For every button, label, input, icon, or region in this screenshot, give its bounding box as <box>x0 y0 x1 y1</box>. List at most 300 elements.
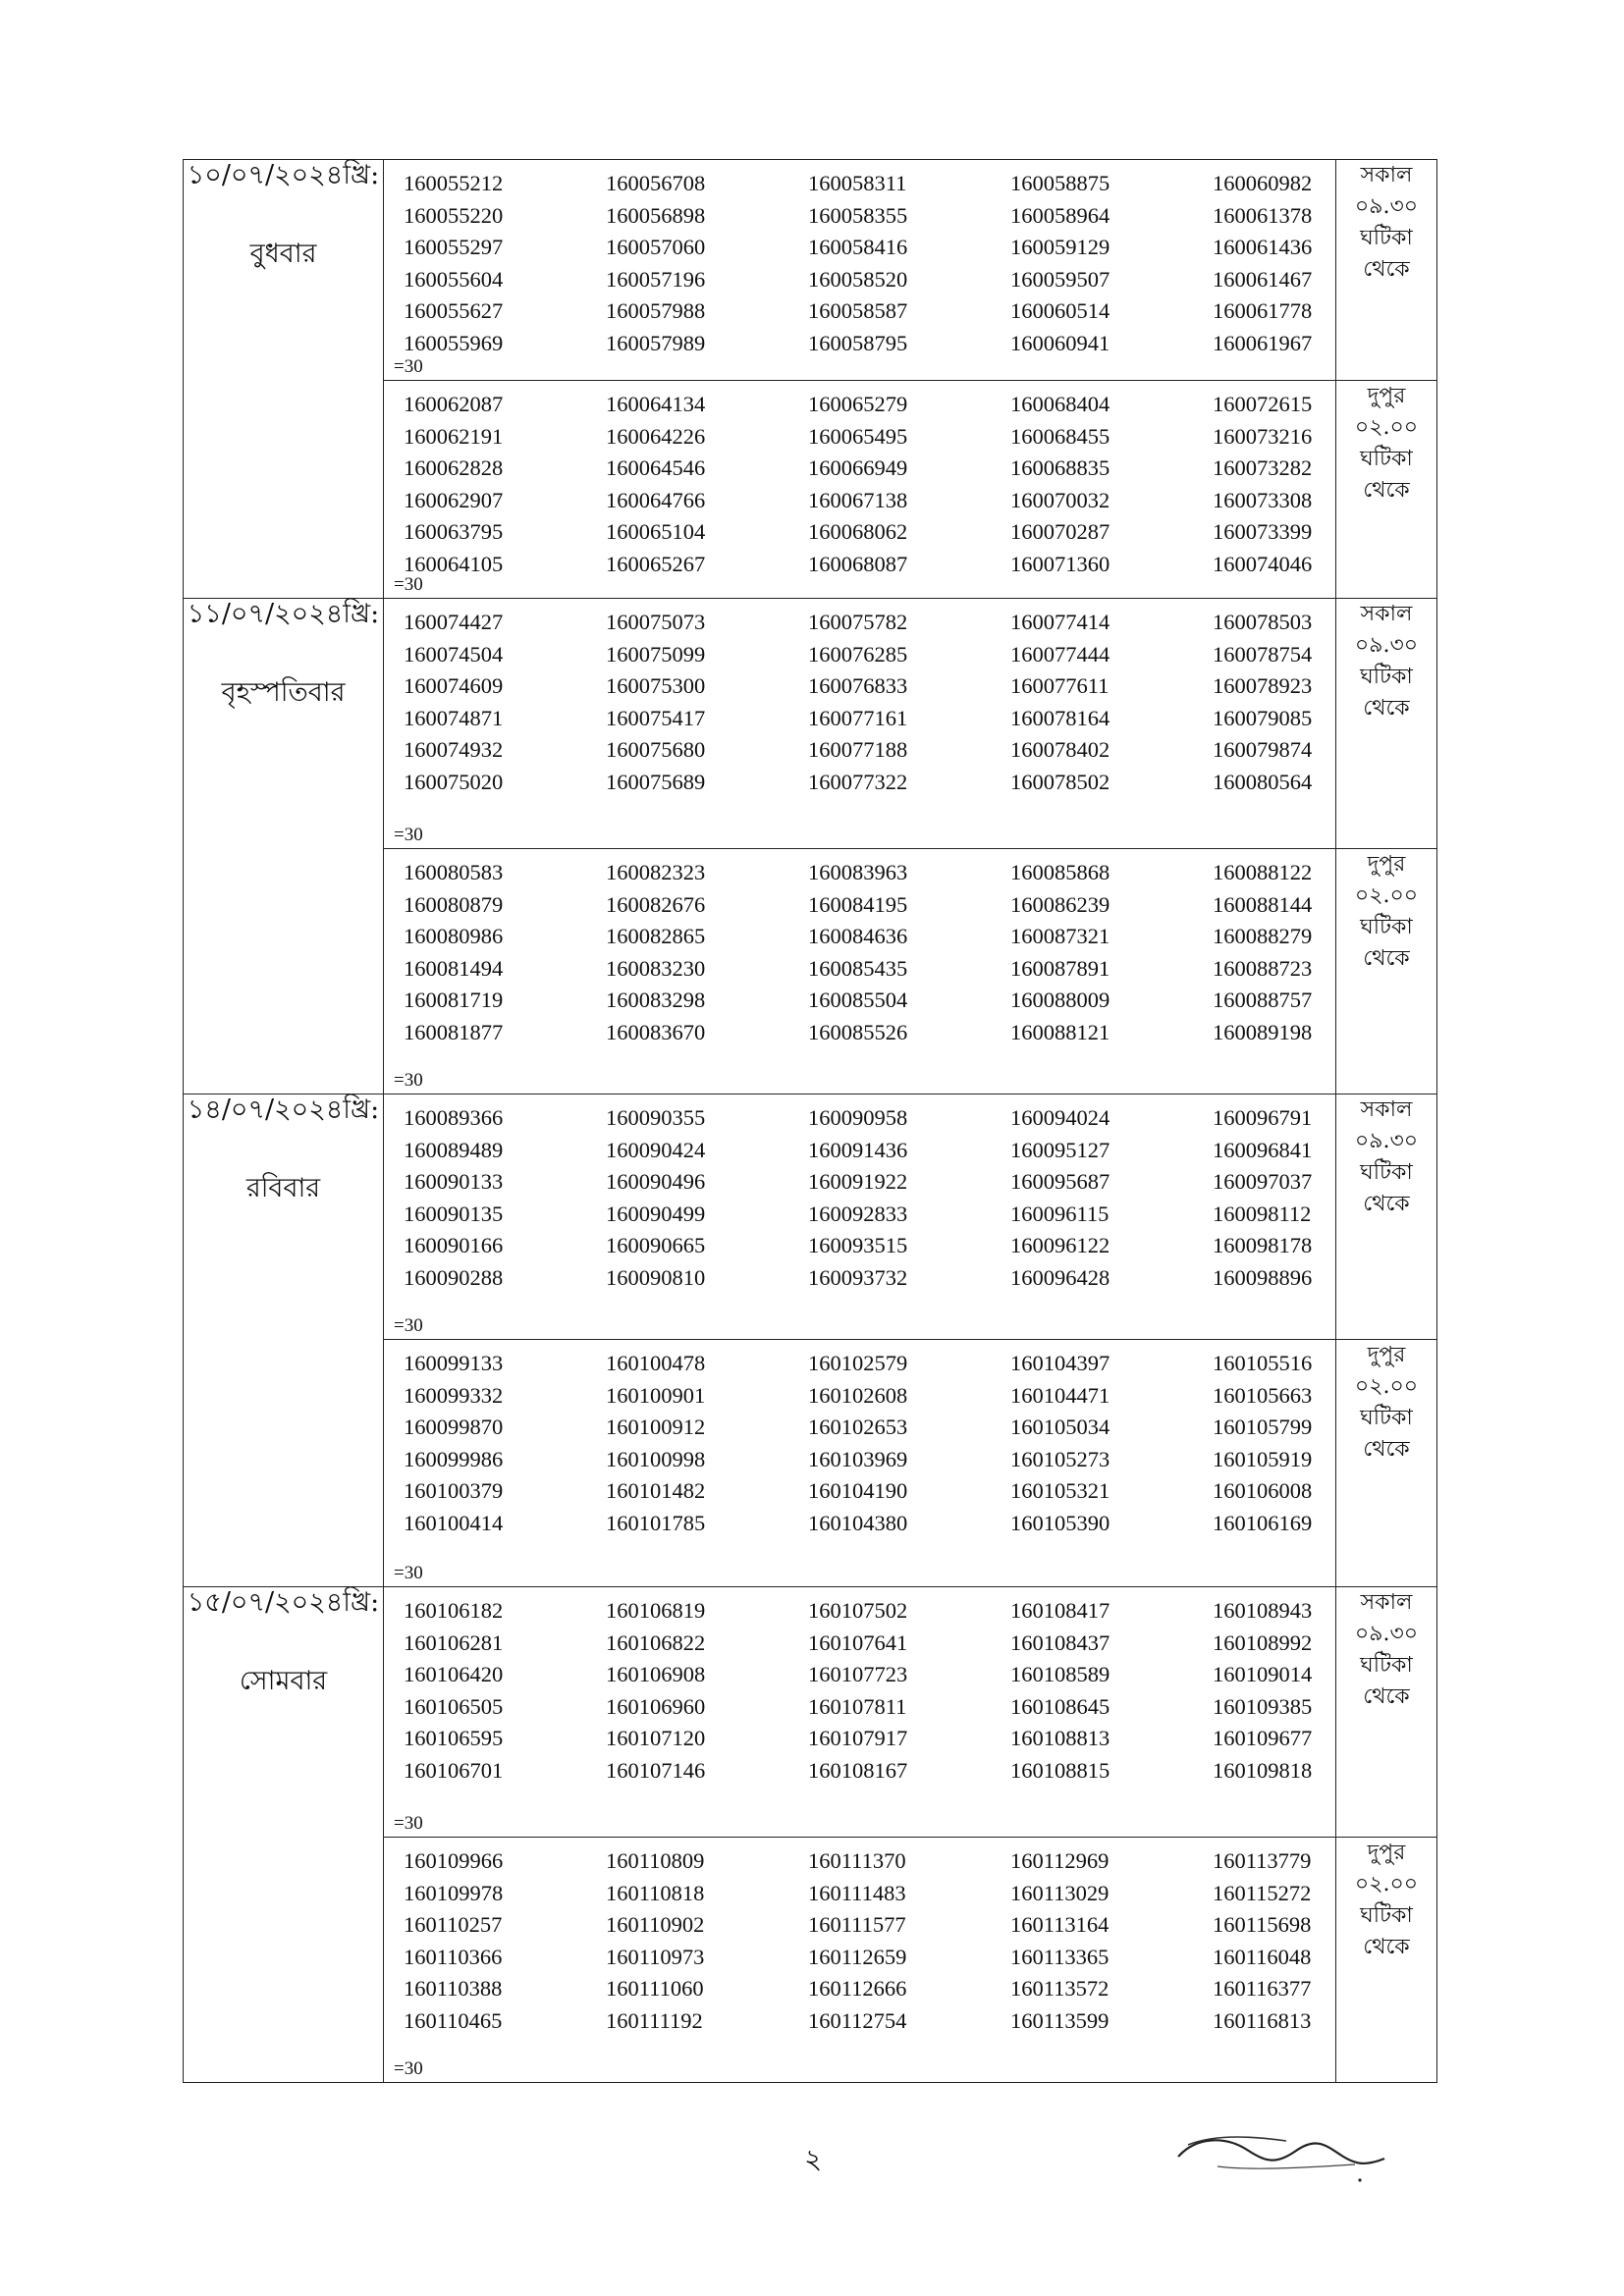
roll-number: 160108815 <box>1010 1757 1110 1783</box>
session-time-line: ০২.০০ <box>1354 415 1419 440</box>
exam-date: ১০/০৭/২০২৪খ্রি: <box>187 160 380 190</box>
roll-number: 160058520 <box>808 266 908 292</box>
roll-number: 160084195 <box>808 891 908 917</box>
roll-numbers-cell <box>384 849 1336 1095</box>
roll-number: 160106908 <box>606 1662 706 1686</box>
roll-number: 160106822 <box>606 1629 706 1655</box>
roll-number: 160106701 <box>404 1757 504 1783</box>
roll-number: 160092833 <box>808 1201 908 1226</box>
roll-numbers-cell <box>384 381 1336 599</box>
roll-number-grid <box>404 857 1335 1048</box>
roll-number: 160100998 <box>606 1446 706 1471</box>
schedule-row <box>184 1587 1437 1838</box>
session-time-line: ঘটিকা <box>1360 1903 1413 1928</box>
roll-number: 160062087 <box>404 392 504 416</box>
session-time-line: সকাল <box>1360 163 1413 187</box>
day-cell <box>184 160 384 599</box>
roll-number: 160063795 <box>404 519 504 544</box>
roll-number: 160068835 <box>1010 455 1110 480</box>
exam-weekday: রবিবার <box>245 1173 321 1204</box>
session-time-line: ঘটিকা <box>1360 665 1413 689</box>
roll-number-grid <box>404 168 1335 359</box>
roll-number: 160101785 <box>606 1510 706 1535</box>
roll-number: 160061467 <box>1213 266 1313 292</box>
roll-number: 160087321 <box>1010 924 1110 948</box>
roll-number: 160072615 <box>1213 392 1313 416</box>
roll-number: 160112666 <box>808 1976 907 2001</box>
session-count: =30 <box>394 1315 423 1336</box>
roll-number: 160105034 <box>1010 1415 1110 1439</box>
exam-date: ১৪/০৭/২০২৪খ্রি: <box>187 1095 380 1125</box>
roll-number-grid <box>404 1595 1335 1787</box>
roll-number: 160107120 <box>606 1726 706 1750</box>
roll-number: 160096841 <box>1213 1137 1313 1162</box>
roll-number: 160066949 <box>808 455 908 480</box>
roll-number: 160088279 <box>1213 924 1313 948</box>
roll-number: 160073282 <box>1213 455 1313 480</box>
roll-number: 160098896 <box>1213 1264 1313 1290</box>
roll-number: 160108437 <box>1010 1629 1110 1655</box>
roll-number: 160105516 <box>1213 1351 1313 1375</box>
roll-number: 160106169 <box>1213 1510 1313 1535</box>
roll-number: 160075689 <box>606 769 706 794</box>
roll-number: 160091436 <box>808 1137 908 1162</box>
roll-number: 160062828 <box>404 455 504 480</box>
session-time-line: সকাল <box>1360 1097 1413 1122</box>
roll-number: 160115698 <box>1213 1912 1312 1937</box>
roll-number: 160110465 <box>404 2007 503 2033</box>
roll-number: 160102653 <box>808 1415 908 1439</box>
roll-number: 160100478 <box>606 1351 706 1375</box>
session-count: =30 <box>394 1563 423 1583</box>
roll-number: 160077188 <box>808 737 908 762</box>
roll-number: 160082865 <box>606 924 706 948</box>
roll-number: 160058416 <box>808 235 908 259</box>
roll-number: 160078923 <box>1213 673 1313 698</box>
roll-numbers-cell <box>384 1587 1336 1838</box>
roll-number: 160104471 <box>1010 1382 1110 1408</box>
roll-number: 160057989 <box>606 330 706 355</box>
roll-number: 160083230 <box>606 955 706 981</box>
session-count: =30 <box>394 1813 423 1834</box>
roll-number: 160089366 <box>404 1105 504 1130</box>
session-time-line: সকাল <box>1360 1590 1413 1615</box>
roll-numbers-cell <box>384 599 1336 849</box>
session-time-line: ০২.০০ <box>1354 1872 1419 1896</box>
roll-number: 160111483 <box>808 1880 906 1905</box>
roll-number: 160088723 <box>1213 955 1313 981</box>
roll-number: 160099133 <box>404 1351 504 1375</box>
roll-number: 160073216 <box>1213 423 1313 449</box>
roll-number: 160116048 <box>1213 1944 1312 1969</box>
roll-number: 160103969 <box>808 1446 908 1471</box>
roll-number: 160055212 <box>404 171 504 195</box>
schedule-row <box>184 1095 1437 1340</box>
roll-number: 160058587 <box>808 298 908 323</box>
roll-number-grid <box>404 1348 1335 1539</box>
roll-number: 160068087 <box>808 551 908 576</box>
roll-number: 160106960 <box>606 1693 706 1719</box>
session-time-line: ০২.০০ <box>1354 883 1419 908</box>
roll-number: 160109978 <box>404 1880 504 1905</box>
session-time-line: দুপুর <box>1367 1841 1406 1865</box>
roll-number: 160064546 <box>606 455 706 480</box>
roll-number: 160055969 <box>404 330 504 355</box>
roll-number: 160105273 <box>1010 1446 1110 1471</box>
roll-number: 160060982 <box>1213 171 1313 195</box>
roll-number: 160058964 <box>1010 202 1110 228</box>
roll-number: 160075099 <box>606 641 706 667</box>
roll-number: 160107811 <box>808 1693 907 1719</box>
session-time-line: দুপুর <box>1367 384 1406 408</box>
roll-number: 160109014 <box>1213 1662 1313 1686</box>
roll-number: 160111577 <box>808 1912 906 1937</box>
roll-number: 160064105 <box>404 551 504 576</box>
roll-number: 160090133 <box>404 1169 504 1194</box>
session-time-line: ০২.০০ <box>1354 1374 1419 1399</box>
roll-number: 160095127 <box>1010 1137 1110 1162</box>
roll-number: 160070032 <box>1010 487 1110 512</box>
roll-number: 160110257 <box>404 1912 503 1937</box>
exam-weekday: সোমবার <box>239 1666 328 1697</box>
roll-number: 160064766 <box>606 487 706 512</box>
roll-number: 160065267 <box>606 551 706 576</box>
roll-number: 160068404 <box>1010 392 1110 416</box>
roll-number: 160065104 <box>606 519 706 544</box>
roll-number: 160094024 <box>1010 1105 1110 1130</box>
roll-number: 160104190 <box>808 1478 908 1503</box>
roll-number: 160110902 <box>606 1912 705 1937</box>
session-count: =30 <box>394 825 423 845</box>
roll-number: 160090355 <box>606 1105 706 1130</box>
roll-number: 160105799 <box>1213 1415 1313 1439</box>
roll-number: 160109677 <box>1213 1726 1313 1750</box>
roll-number: 160073308 <box>1213 487 1313 512</box>
session-time-line: থেকে <box>1363 1192 1410 1216</box>
roll-number: 160062191 <box>404 423 504 449</box>
roll-number: 160057196 <box>606 266 706 292</box>
session-time-line: থেকে <box>1363 257 1410 282</box>
roll-number: 160112754 <box>808 2007 907 2033</box>
roll-number: 160081719 <box>404 988 504 1012</box>
roll-number: 160099332 <box>404 1382 504 1408</box>
roll-number: 160088009 <box>1010 988 1110 1012</box>
exam-schedule-table <box>183 159 1437 2083</box>
roll-number: 160055627 <box>404 298 504 323</box>
roll-number: 160056898 <box>606 202 706 228</box>
roll-number: 160096428 <box>1010 1264 1110 1290</box>
roll-number: 160057060 <box>606 235 706 259</box>
roll-number: 160102608 <box>808 1382 908 1408</box>
session-count: =30 <box>394 356 423 377</box>
roll-number: 160077322 <box>808 769 908 794</box>
roll-number: 160077161 <box>808 705 908 730</box>
roll-number: 160116813 <box>1213 2007 1312 2033</box>
roll-number: 160075073 <box>606 610 706 634</box>
roll-number: 160107723 <box>808 1662 908 1686</box>
roll-number: 160076833 <box>808 673 908 698</box>
roll-number: 160057988 <box>606 298 706 323</box>
roll-number: 160090810 <box>606 1264 706 1290</box>
roll-numbers-cell <box>384 1340 1336 1587</box>
schedule-row <box>184 160 1437 381</box>
roll-number: 160113365 <box>1010 1944 1110 1969</box>
roll-number: 160067138 <box>808 487 908 512</box>
roll-number: 160080879 <box>404 891 504 917</box>
roll-number: 160061778 <box>1213 298 1313 323</box>
roll-number: 160111370 <box>808 1848 906 1873</box>
roll-number: 160100414 <box>404 1510 504 1535</box>
roll-number: 160060941 <box>1010 330 1110 355</box>
roll-numbers-cell <box>384 1095 1336 1340</box>
roll-number: 160068455 <box>1010 423 1110 449</box>
roll-number: 160112969 <box>1010 1848 1110 1873</box>
roll-number: 160090166 <box>404 1233 504 1257</box>
roll-number: 160068062 <box>808 519 908 544</box>
roll-number: 160113599 <box>1010 2007 1110 2033</box>
roll-number: 160090424 <box>606 1137 706 1162</box>
roll-number: 160078754 <box>1213 641 1313 667</box>
roll-number: 160104397 <box>1010 1351 1110 1375</box>
exam-date: ১১/০৭/২০২৪খ্রি: <box>187 599 380 629</box>
roll-number: 160108589 <box>1010 1662 1110 1686</box>
roll-number: 160058311 <box>808 171 907 195</box>
roll-number: 160098178 <box>1213 1233 1313 1257</box>
roll-number: 160108417 <box>1010 1598 1110 1623</box>
roll-number: 160107641 <box>808 1629 908 1655</box>
roll-number: 160085868 <box>1010 860 1110 884</box>
session-time-line: থেকে <box>1363 696 1410 721</box>
roll-numbers-cell <box>384 160 1336 381</box>
roll-number: 160097037 <box>1213 1169 1313 1194</box>
roll-number: 160105919 <box>1213 1446 1313 1471</box>
roll-number: 160105321 <box>1010 1478 1110 1503</box>
roll-number: 160079085 <box>1213 705 1313 730</box>
session-time-line: সকাল <box>1360 602 1413 626</box>
roll-number: 160079874 <box>1213 737 1313 762</box>
roll-number: 160091922 <box>808 1169 908 1194</box>
session-time-line: ০৯.৩০ <box>1354 194 1419 219</box>
roll-number: 160062907 <box>404 487 504 512</box>
roll-number: 160113029 <box>1010 1880 1110 1905</box>
signature <box>1159 2115 1404 2194</box>
session-time-line: থেকে <box>1363 1684 1410 1709</box>
roll-number: 160109966 <box>404 1848 504 1873</box>
roll-number: 160108992 <box>1213 1629 1313 1655</box>
roll-number: 160061378 <box>1213 202 1313 228</box>
roll-number: 160109818 <box>1213 1757 1313 1783</box>
roll-number: 160106595 <box>404 1726 504 1750</box>
roll-number: 160110388 <box>404 1976 503 2001</box>
roll-number: 160110809 <box>606 1848 705 1873</box>
roll-number: 160110973 <box>606 1944 705 1969</box>
roll-number: 160113164 <box>1010 1912 1110 1937</box>
page-number: ২ <box>804 2143 823 2175</box>
roll-number: 160085526 <box>808 1019 908 1044</box>
roll-number: 160088121 <box>1010 1019 1110 1044</box>
roll-number: 160059507 <box>1010 266 1110 292</box>
roll-number: 160106182 <box>404 1598 504 1623</box>
roll-number: 160077611 <box>1010 673 1110 698</box>
roll-number: 160084636 <box>808 924 908 948</box>
roll-number: 160104380 <box>808 1510 908 1535</box>
session-count: =30 <box>394 2058 423 2079</box>
roll-number: 160113572 <box>1010 1976 1110 2001</box>
session-time-line: ঘটিকা <box>1360 1406 1413 1430</box>
roll-number: 160090135 <box>404 1201 504 1226</box>
roll-number-grid <box>404 1102 1335 1294</box>
roll-number: 160090499 <box>606 1201 706 1226</box>
roll-number: 160089489 <box>404 1137 504 1162</box>
roll-number: 160095687 <box>1010 1169 1110 1194</box>
session-time-line: থেকে <box>1363 1437 1410 1462</box>
roll-number: 160106505 <box>404 1693 504 1719</box>
roll-number: 160109385 <box>1213 1693 1313 1719</box>
session-time-line: ঘটিকা <box>1360 1653 1413 1678</box>
roll-number: 160111192 <box>606 2007 703 2033</box>
roll-number: 160090958 <box>808 1105 908 1130</box>
exam-weekday: বৃহস্পতিবার <box>221 677 346 709</box>
roll-number: 160102579 <box>808 1351 908 1375</box>
session-time-line: ঘটিকা <box>1360 226 1413 250</box>
roll-number: 160074046 <box>1213 551 1313 576</box>
session-time-line: থেকে <box>1363 1935 1410 1959</box>
roll-number: 160100901 <box>606 1382 706 1408</box>
session-time-line: ঘটিকা <box>1360 915 1413 939</box>
roll-number: 160083963 <box>808 860 908 884</box>
roll-number: 160083670 <box>606 1019 706 1044</box>
roll-number: 160093515 <box>808 1233 908 1257</box>
roll-number: 160060514 <box>1010 298 1110 323</box>
roll-number: 160108645 <box>1010 1693 1110 1719</box>
roll-number: 160101482 <box>606 1478 706 1503</box>
roll-number: 160075417 <box>606 705 706 730</box>
session-time-line: দুপুর <box>1367 852 1406 877</box>
session-time-line: ০৯.৩০ <box>1354 1622 1419 1646</box>
roll-number: 160082323 <box>606 860 706 884</box>
roll-number: 160110818 <box>606 1880 705 1905</box>
session-time-line: ঘটিকা <box>1360 447 1413 471</box>
roll-number: 160106281 <box>404 1629 504 1655</box>
roll-number: 160081877 <box>404 1019 504 1044</box>
roll-number: 160098112 <box>1213 1201 1312 1226</box>
roll-number: 160078402 <box>1010 737 1110 762</box>
roll-number: 160093732 <box>808 1264 908 1290</box>
roll-number: 160055604 <box>404 266 504 292</box>
session-time-line: থেকে <box>1363 946 1410 971</box>
roll-number: 160115272 <box>1213 1880 1312 1905</box>
roll-number: 160088757 <box>1213 988 1313 1012</box>
roll-number: 160106819 <box>606 1598 706 1623</box>
roll-number: 160078164 <box>1010 705 1110 730</box>
roll-number: 160111060 <box>606 1976 704 2001</box>
roll-number: 160059129 <box>1010 235 1110 259</box>
roll-number: 160087891 <box>1010 955 1110 981</box>
roll-number: 160106008 <box>1213 1478 1313 1503</box>
roll-number: 160080564 <box>1213 769 1313 794</box>
roll-number: 160099870 <box>404 1415 504 1439</box>
roll-number: 160055220 <box>404 202 504 228</box>
roll-number-grid <box>404 389 1335 580</box>
roll-number: 160071360 <box>1010 551 1110 576</box>
roll-number: 160108813 <box>1010 1726 1110 1750</box>
roll-number: 160058875 <box>1010 171 1110 195</box>
roll-number: 160077444 <box>1010 641 1110 667</box>
roll-number: 160065495 <box>808 423 908 449</box>
roll-number: 160078502 <box>1010 769 1110 794</box>
session-time-line: ঘটিকা <box>1360 1160 1413 1185</box>
roll-number-grid <box>404 607 1335 798</box>
session-time-line: থেকে <box>1363 478 1410 503</box>
roll-number: 160061967 <box>1213 330 1313 355</box>
roll-number: 160088144 <box>1213 891 1313 917</box>
roll-number: 160074932 <box>404 737 504 762</box>
roll-number: 160075020 <box>404 769 504 794</box>
roll-number: 160070287 <box>1010 519 1110 544</box>
roll-number: 160058795 <box>808 330 908 355</box>
exam-weekday: বুধবার <box>249 239 317 270</box>
roll-number: 160106420 <box>404 1662 504 1686</box>
roll-number: 160077414 <box>1010 610 1110 634</box>
session-count: =30 <box>394 1070 423 1091</box>
roll-number: 160061436 <box>1213 235 1313 259</box>
roll-number: 160064134 <box>606 392 706 416</box>
roll-number: 160096122 <box>1010 1233 1110 1257</box>
roll-number: 160107502 <box>808 1598 908 1623</box>
roll-number: 160082676 <box>606 891 706 917</box>
roll-number: 160108943 <box>1213 1598 1313 1623</box>
roll-number: 160075300 <box>606 673 706 698</box>
roll-number: 160113779 <box>1213 1848 1312 1873</box>
session-time-line: দুপুর <box>1367 1343 1406 1367</box>
roll-number: 160075680 <box>606 737 706 762</box>
roll-number: 160107146 <box>606 1757 706 1783</box>
roll-numbers-cell <box>384 1838 1336 2083</box>
roll-number: 160107917 <box>808 1726 908 1750</box>
roll-number: 160083298 <box>606 988 706 1012</box>
day-cell <box>184 1587 384 2083</box>
roll-number: 160090496 <box>606 1169 706 1194</box>
roll-number: 160096115 <box>1010 1201 1110 1226</box>
roll-number: 160080986 <box>404 924 504 948</box>
session-time-line: ০৯.৩০ <box>1354 633 1419 658</box>
roll-number: 160096791 <box>1213 1105 1313 1130</box>
roll-number: 160110366 <box>404 1944 503 1969</box>
roll-number: 160112659 <box>808 1944 907 1969</box>
day-cell <box>184 599 384 1095</box>
roll-number: 160065279 <box>808 392 908 416</box>
roll-number: 160073399 <box>1213 519 1313 544</box>
exam-date: ১৫/০৭/২০২৪খ্রি: <box>187 1587 380 1618</box>
roll-number: 160074504 <box>404 641 504 667</box>
roll-number: 160058355 <box>808 202 908 228</box>
roll-number: 160089198 <box>1213 1019 1313 1044</box>
schedule-row <box>184 599 1437 849</box>
roll-number: 160080583 <box>404 860 504 884</box>
day-cell <box>184 1095 384 1587</box>
roll-number: 160074871 <box>404 705 504 730</box>
roll-number: 160099986 <box>404 1446 504 1471</box>
roll-number: 160116377 <box>1213 1976 1312 2001</box>
roll-number: 160090665 <box>606 1233 706 1257</box>
roll-number: 160085504 <box>808 988 908 1012</box>
roll-number-grid <box>404 1845 1335 2037</box>
roll-number: 160100912 <box>606 1415 706 1439</box>
roll-number: 160105663 <box>1213 1382 1313 1408</box>
roll-number: 160074609 <box>404 673 504 698</box>
roll-number: 160088122 <box>1213 860 1313 884</box>
roll-number: 160100379 <box>404 1478 504 1503</box>
